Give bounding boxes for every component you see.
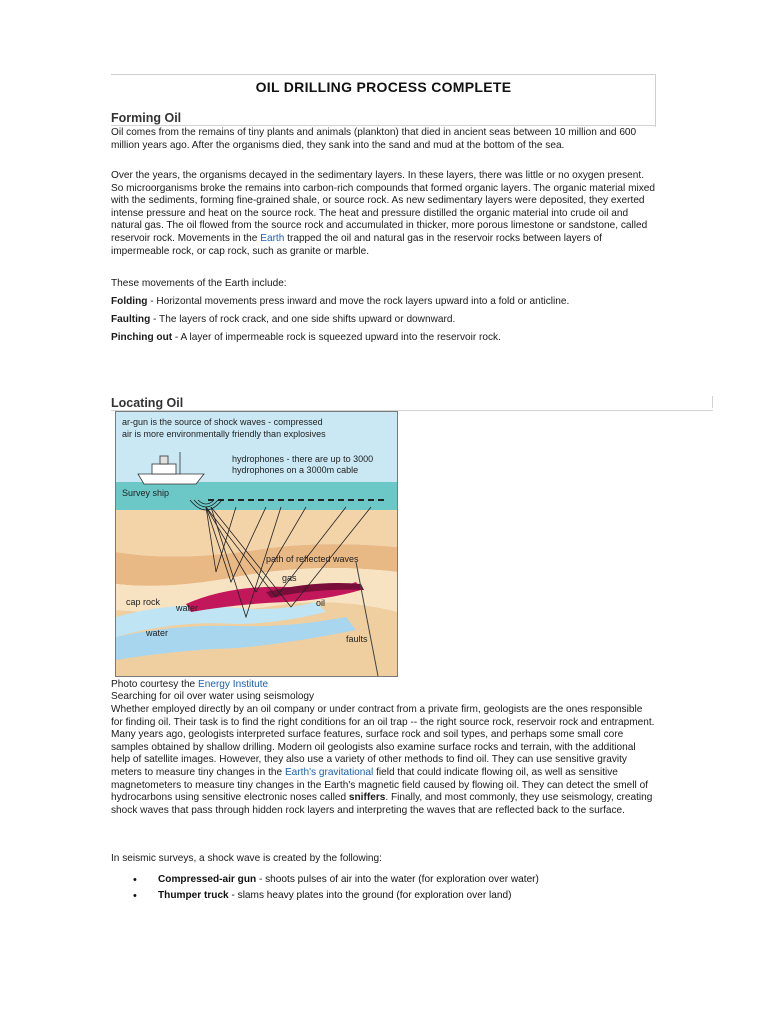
locating-paragraph xyxy=(111,704,656,817)
energy-institute-link[interactable]: Energy Institute xyxy=(197,679,269,690)
text-b: field that could indicate flowing oil, as well as sensitive magnetometers to measure tiny changes in the Earth's magnetic field caused by flowing oil. They can detect the smell of hydrocarbons using sensitive electronic noses called xyxy=(111,766,648,804)
term: Thumper truck xyxy=(158,890,229,901)
paragraph-3: These movements of the Earth include: xyxy=(111,278,287,289)
text-c: . Finally, and most commonly, they use seismology, creating shock waves that pass through hidden rock layers and interpreting the waves that are reflected back to the surface. xyxy=(111,792,653,816)
faults-label: faults xyxy=(346,634,368,644)
water-label-1: water xyxy=(176,603,199,613)
path-label: path of reflected waves xyxy=(266,554,359,564)
movement-item-folding xyxy=(111,296,656,309)
heading-rule-cap xyxy=(712,396,713,408)
paragraph-1: Oil comes from the remains of tiny plants and animals (plankton) that died in ancient seas between 10 million and 600 million years ago. After the organisms died, they sank into the sand and mud at the bottom of the sea. xyxy=(111,127,637,151)
desc: - A layer of impermeable rock is squeezed upward into the reservoir rock. xyxy=(172,332,501,343)
term: Compressed-air gun xyxy=(158,874,257,885)
figure-caption: Searching for oil over water using seismology xyxy=(111,691,315,702)
earth-link[interactable]: Earth xyxy=(260,232,285,244)
term: Faulting xyxy=(111,314,151,325)
hydrophones-line2: hydrophones on a 3000m cable xyxy=(232,465,359,475)
earths-gravitational-link[interactable]: Earth's gravitational xyxy=(284,766,374,778)
list-item xyxy=(133,872,539,888)
caption-top-line1: ar-gun is the source of shock waves - compressed xyxy=(122,417,323,427)
paragraph-2-text-b: trapped the oil and natural gas in the reservoir rocks between layers of impermeable rock, or cap rock, such as granite or marble. xyxy=(111,232,602,257)
text-a: Whether employed directly by an oil company or under contract from a private firm, geologists are the ones responsible for finding oil. Their task is to find the right conditions for an oil trap -- the right source rock, reservoir rock and entrapment. Many years ago, geologists interpreted surface features, surface rock and soil types, and perhaps some small core samples obtained by shallow drilling. Modern oil geologists also examine surface rocks and terrain, with the additional help of satellite images. However, they also use a variety of other methods to find oil. They can use sensitive gravity meters to measure tiny changes in the xyxy=(111,704,655,778)
water-label-2: water xyxy=(146,628,169,638)
desc: - The layers of rock crack, and one side shifts upward or downward. xyxy=(150,314,456,325)
seismology-diagram xyxy=(115,411,398,677)
desc: - Horizontal movements press inward and move the rock layers upward into a fold or anticline. xyxy=(147,296,570,307)
seismic-intro: In seismic surveys, a shock wave is created by the following: xyxy=(111,853,382,864)
section-heading-locating-oil xyxy=(111,396,713,411)
hydrophones-line1: hydrophones - there are up to 3000 xyxy=(232,454,374,464)
caption-top-line2: air is more environmentally friendly than explosives xyxy=(122,429,326,439)
list-item xyxy=(133,888,539,904)
sniffers-term: sniffers xyxy=(348,792,386,804)
gas-label: gas xyxy=(282,573,297,583)
page-title: OIL DRILLING PROCESS COMPLETE xyxy=(255,79,512,95)
oil-label: oil xyxy=(316,598,326,608)
term: Pinching out xyxy=(111,332,173,343)
desc: - slams heavy plates into the ground (for exploration over land) xyxy=(228,890,512,901)
credit-prefix: Photo courtesy the xyxy=(111,679,198,690)
paragraph-2-text-a: Over the years, the organisms decayed in the sedimentary layers. In these layers, there was little or no oxygen present. So microorganisms broke the remains into carbon-rich compounds that formed organic layers. The organic material mixed with the sediments, forming fine-grained shale, or source rock. As new sedimentary layers were deposited, they exerted intense pressure and heat on the source rock. The heat and pressure distilled the organic material into crude oil and natural gas. The oil flowed from the source rock and accumulated in thicker, more porous limestone or sandstone, called reservoir rock. Movements in the xyxy=(111,170,655,244)
survey-ship-label: Survey ship xyxy=(122,488,170,498)
bullet-icon: • xyxy=(133,890,137,902)
heading-text: Locating Oil xyxy=(111,396,184,410)
movement-item-faulting xyxy=(111,314,656,327)
cap-rock-label: cap rock xyxy=(126,597,161,607)
section-heading-forming-oil xyxy=(111,111,656,126)
photo-credit xyxy=(111,679,656,692)
desc: - shoots pulses of air into the water (for exploration over water) xyxy=(256,874,539,885)
bullet-icon: • xyxy=(133,874,137,886)
movement-item-pinching-out xyxy=(111,332,656,345)
shock-wave-list xyxy=(133,872,539,904)
heading-text: Forming Oil xyxy=(111,111,182,125)
term: Folding xyxy=(111,296,148,307)
paragraph-2 xyxy=(111,170,656,258)
